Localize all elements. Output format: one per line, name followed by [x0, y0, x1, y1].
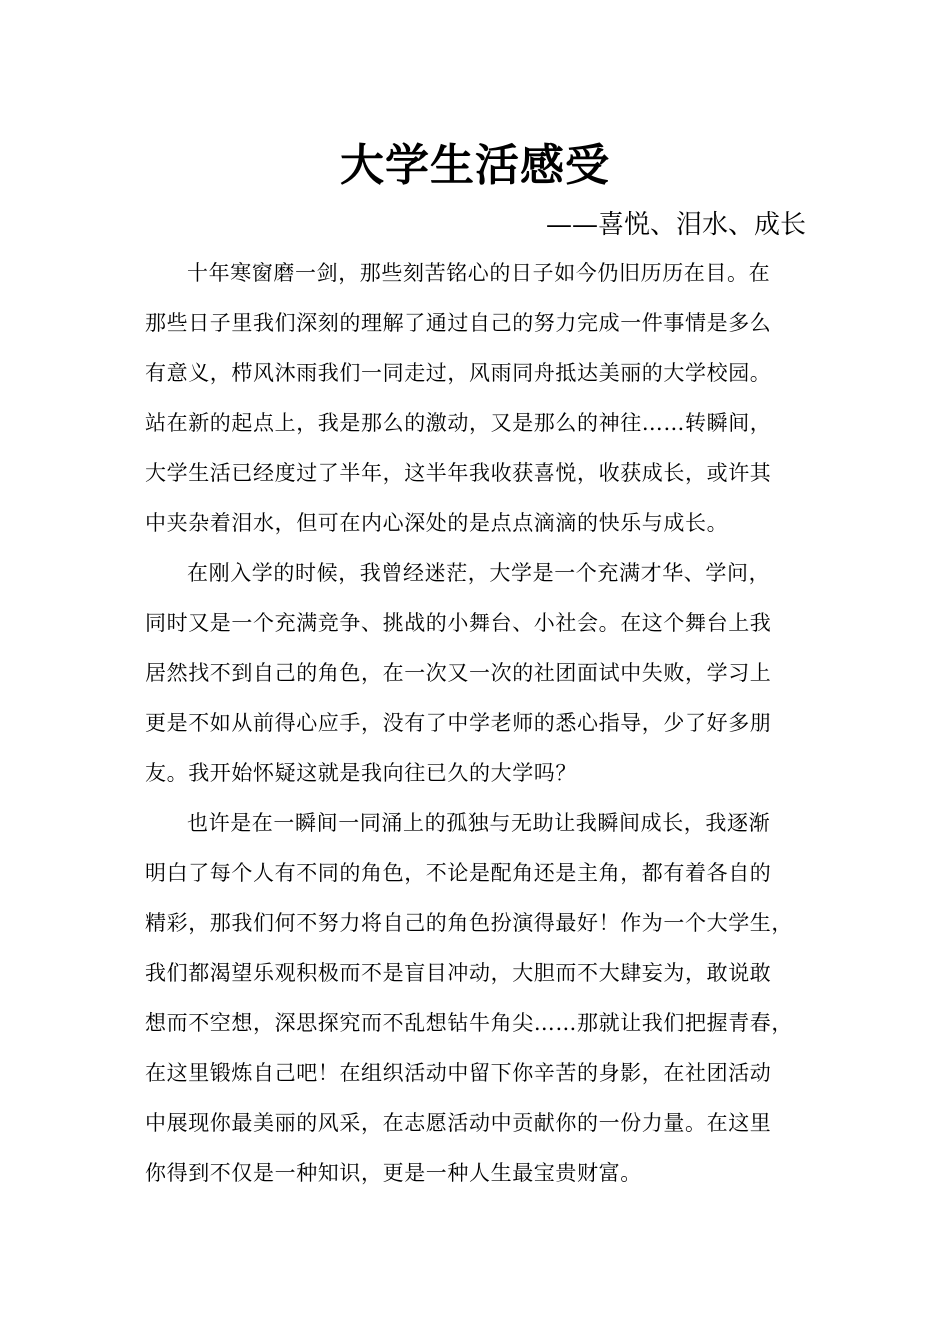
- paragraph-1-line-2: 那些日子里我们深刻的理解了通过自己的努力完成一件事情是多么: [145, 311, 772, 335]
- paragraph-2-line-3: 居然找不到自己的角色，在一次又一次的社团面试中失败，学习上: [145, 661, 772, 685]
- paragraph-3-line-6: 在这里锻炼自己吧！在组织活动中留下你辛苦的身影，在社团活动: [145, 1061, 772, 1085]
- paragraph-1-line-4: 站在新的起点上，我是那么的激动，又是那么的神往……转瞬间，: [145, 411, 772, 435]
- page-subtitle: ——喜悦、泪水、成长: [545, 210, 806, 240]
- paragraph-2-line-2: 同时又是一个充满竞争、挑战的小舞台、小社会。在这个舞台上我: [145, 611, 772, 635]
- paragraph-2-line-4: 更是不如从前得心应手，没有了中学老师的悉心指导，少了好多朋: [145, 711, 772, 735]
- paragraph-3-line-8: 你得到不仅是一种知识，更是一种人生最宝贵财富。: [145, 1161, 642, 1185]
- paragraph-1-line-5: 大学生活已经度过了半年，这半年我收获喜悦，收获成长，或许其: [145, 461, 772, 485]
- paragraph-3-line-1: 也许是在一瞬间一同涌上的孤独与无助让我瞬间成长，我逐渐: [187, 811, 771, 835]
- paragraph-1-line-6: 中夹杂着泪水，但可在内心深处的是点点滴滴的快乐与成长。: [145, 511, 729, 535]
- page-title: 大学生活感受: [340, 140, 610, 191]
- paragraph-1-line-1: 十年寒窗磨一剑，那些刻苦铭心的日子如今仍旧历历在目。在: [187, 261, 771, 285]
- paragraph-3-line-5: 想而不空想，深思探究而不乱想钻牛角尖……那就让我们把握青春，: [145, 1011, 793, 1035]
- paragraph-3-line-4: 我们都渴望乐观积极而不是盲目冲动，大胆而不大肆妄为，敢说敢: [145, 961, 772, 985]
- paragraph-1-line-3: 有意义，栉风沐雨我们一同走过，风雨同舟抵达美丽的大学校园。: [145, 361, 772, 385]
- paragraph-3-line-7: 中展现你最美丽的风采，在志愿活动中贡献你的一份力量。在这里: [145, 1111, 772, 1135]
- paragraph-3-line-3: 精彩，那我们何不努力将自己的角色扮演得最好！作为一个大学生，: [145, 911, 793, 935]
- paragraph-3-line-2: 明白了每个人有不同的角色，不论是配角还是主角，都有着各自的: [145, 861, 772, 885]
- paragraph-2-line-1: 在刚入学的时候，我曾经迷茫，大学是一个充满才华、学问，: [187, 561, 771, 585]
- paragraph-2-line-5: 友。我开始怀疑这就是我向往已久的大学吗？: [145, 761, 577, 785]
